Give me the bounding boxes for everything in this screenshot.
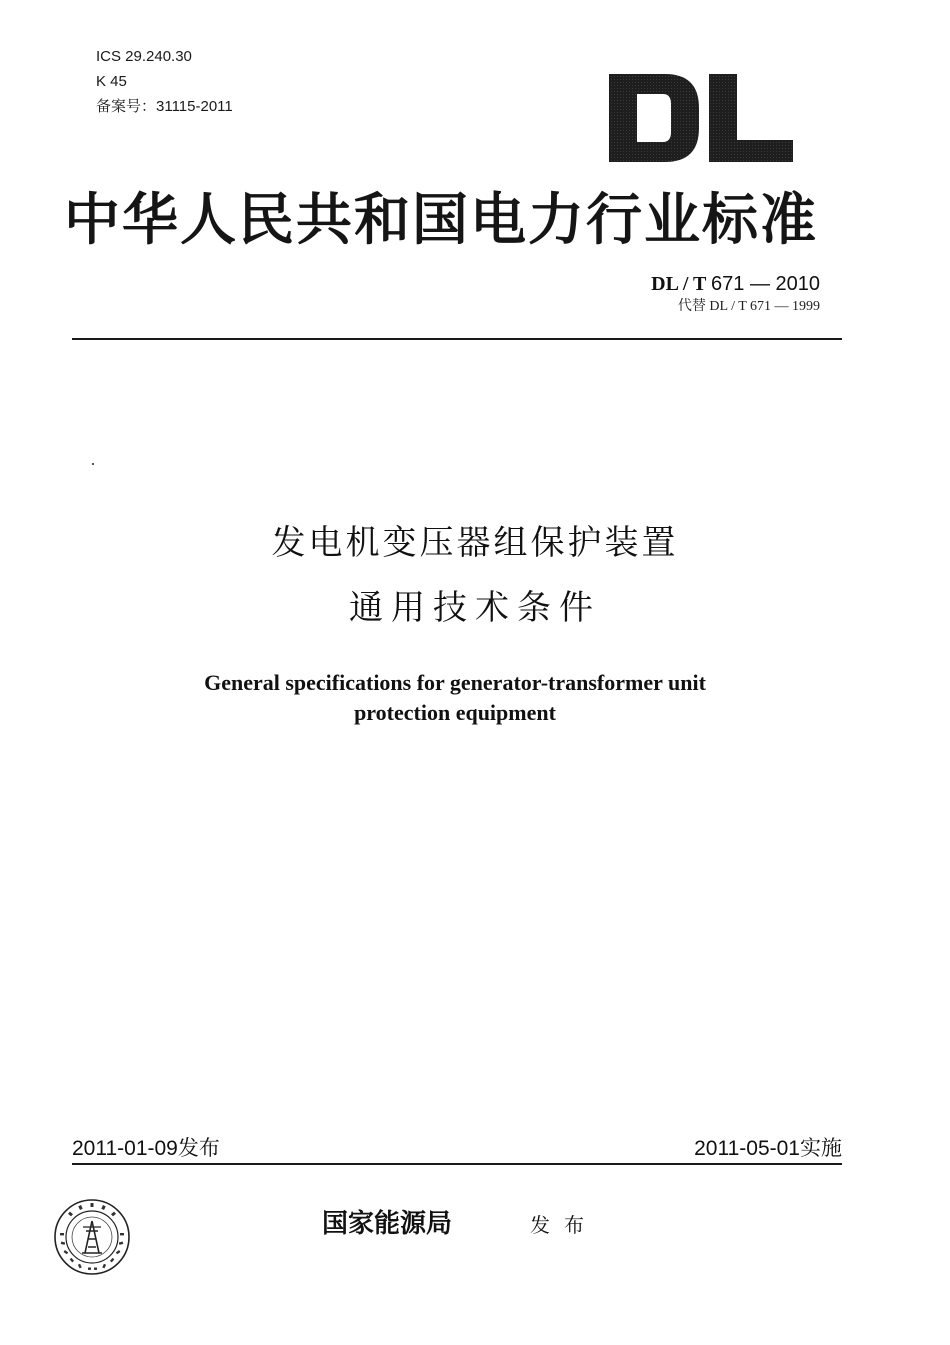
standard-code-number: 671 — 2010 (711, 273, 820, 295)
implementation-date: 2011-05-01实施 (694, 1137, 842, 1160)
standard-number-block (651, 272, 820, 316)
dl-logo (607, 72, 795, 164)
title-en-line2: protection equipment (354, 700, 556, 725)
issue-date: 2011-01-09发布 (72, 1137, 220, 1160)
filing-number: 备案号：31115-2011 (96, 98, 233, 115)
title-en-line1: General specifications for generator-transformer unit (204, 670, 706, 695)
standard-heading: 中华人民共和国电力行业标准 (64, 187, 818, 253)
publisher-seal (52, 1197, 132, 1277)
title-cn-line2: 通用技术条件 (349, 588, 601, 628)
header-divider (72, 338, 842, 340)
ics-code: ICS 29.240.30 (96, 48, 192, 65)
standard-code (651, 272, 820, 296)
issue-label: 发布 (530, 1213, 598, 1237)
scan-speck (92, 463, 94, 465)
category-code: K 45 (96, 73, 127, 90)
standard-code-prefix: DL / T (651, 273, 707, 295)
title-cn-line1: 发电机变压器组保护装置 (271, 523, 679, 563)
footer-divider (72, 1163, 842, 1165)
issuing-authority: 国家能源局 (322, 1209, 453, 1239)
replaces-standard: 代替 DL / T 671 — 1999 (677, 299, 820, 314)
